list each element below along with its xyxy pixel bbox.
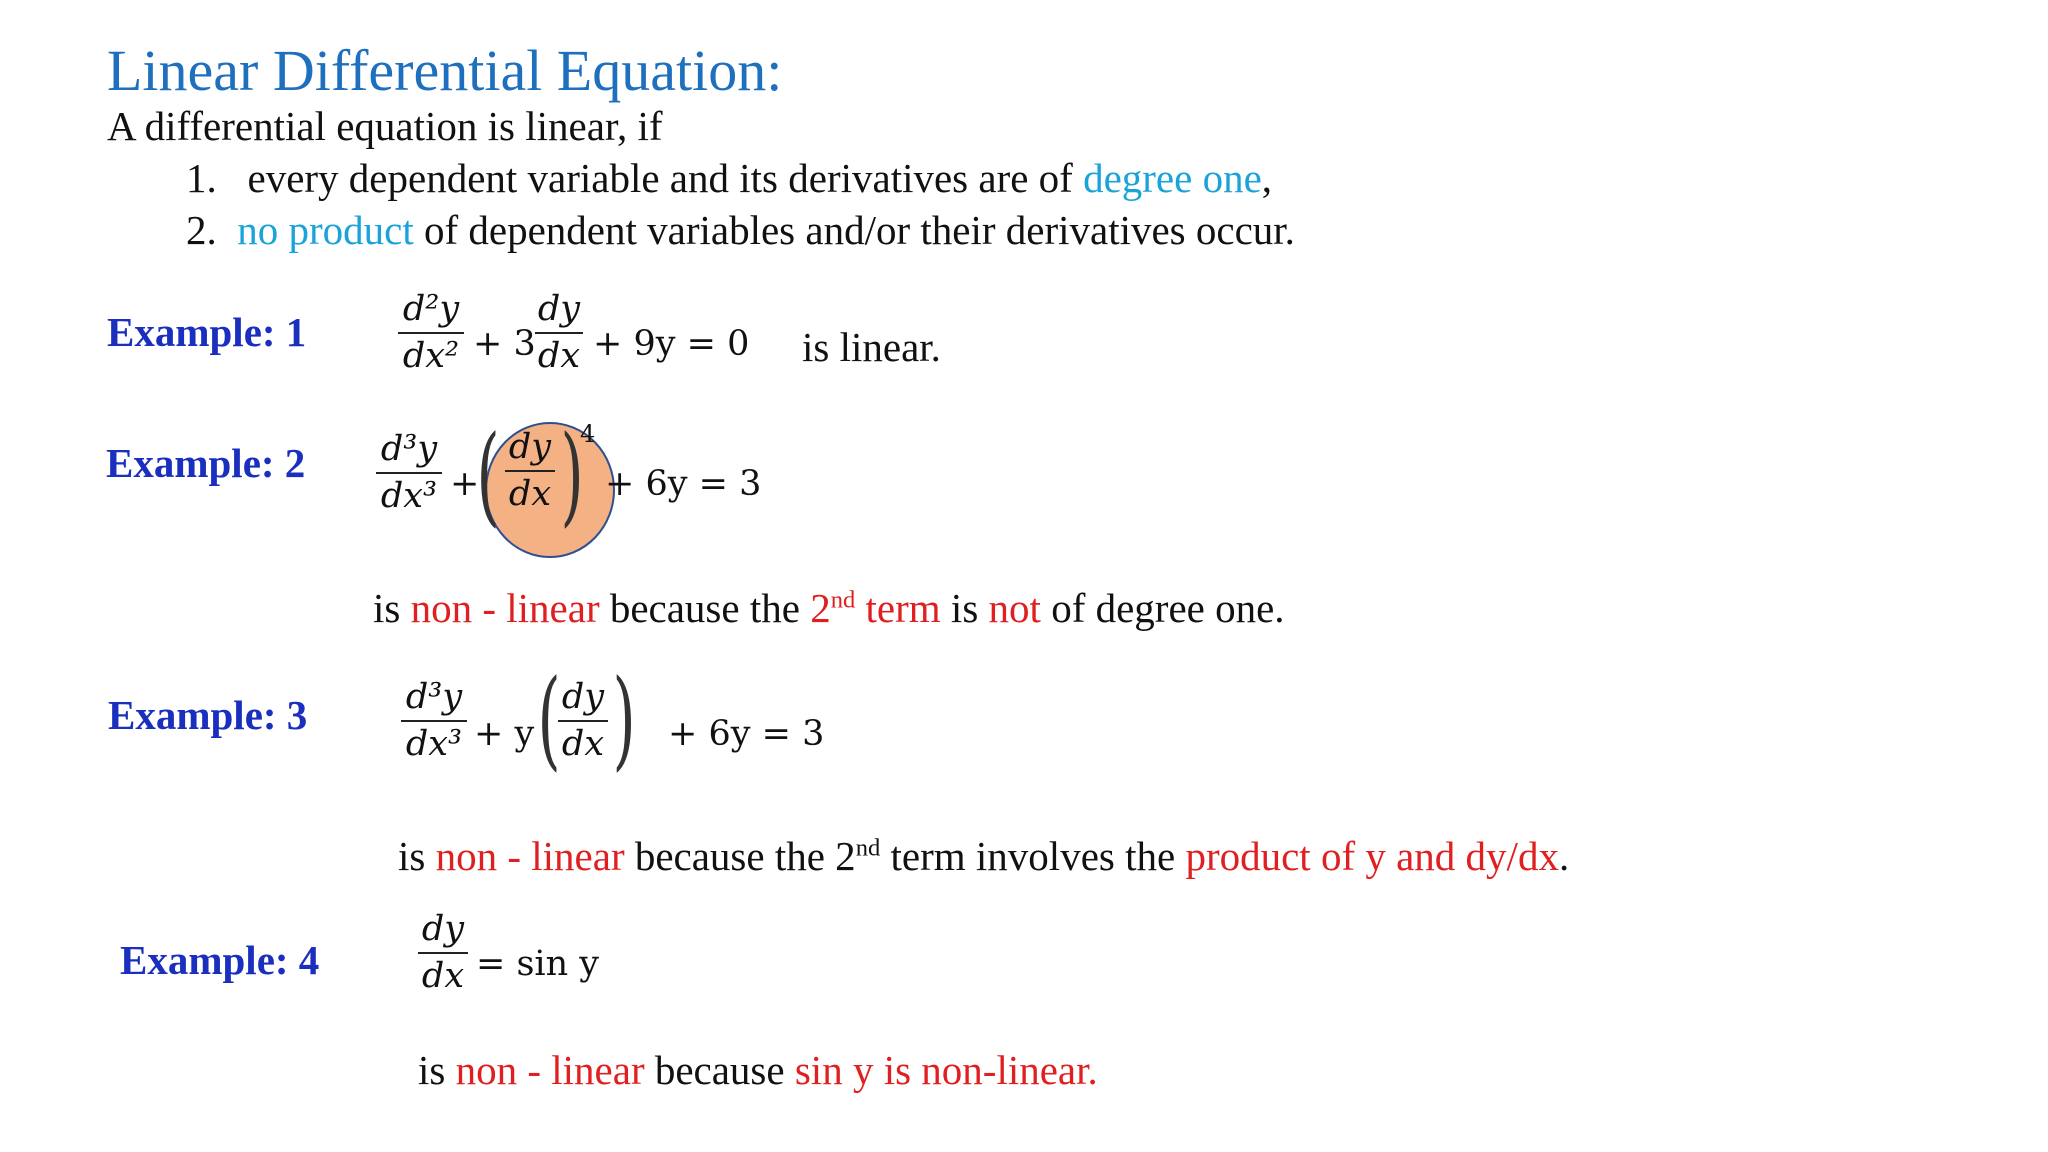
example-1-operator: + 3 — [473, 324, 536, 364]
example-1-label: Example: 1 — [107, 309, 307, 355]
condition-2-text: of dependent variables and/or their derivatives occur. — [413, 207, 1295, 253]
intro-text: A differential equation is linear, if — [107, 103, 663, 149]
example-3-left-paren: ( — [537, 657, 561, 782]
example-1-fraction-1 — [398, 290, 464, 375]
example-2-power: 4 — [580, 420, 596, 448]
condition-2-highlight: no product — [237, 207, 414, 253]
example-4-exp-nonlinear: non - linear — [455, 1047, 645, 1093]
example-2-explanation — [373, 585, 1285, 631]
example-2-fraction-2 — [505, 428, 555, 513]
example-1-numerator-1: d²y — [402, 289, 460, 329]
condition-1-end: , — [1261, 155, 1273, 201]
example-3-explanation — [398, 833, 1570, 879]
example-2-exp-is: is — [373, 585, 411, 631]
example-3-exp-involves: term involves the — [880, 833, 1186, 879]
example-4-denominator: dx — [421, 955, 465, 996]
example-1-numerator-2: dy — [537, 289, 581, 329]
condition-2 — [186, 207, 1295, 253]
example-2-remainder: + 6y = 3 — [605, 464, 762, 504]
example-2-fraction-1 — [376, 430, 442, 515]
example-3-remainder: + 6y = 3 — [668, 714, 825, 754]
example-3-exp-nonlinear: non - linear — [435, 833, 625, 879]
example-2-exp-not: not — [988, 585, 1041, 631]
example-4-numerator: dy — [421, 909, 465, 949]
example-3-exp-period: . — [1558, 833, 1570, 879]
example-3-exp-product: product of y and dy/dx — [1185, 833, 1559, 879]
example-2-exp-because: because the — [599, 585, 811, 631]
example-1-fraction-2 — [535, 290, 583, 375]
condition-1-number: 1. — [186, 155, 217, 201]
example-3-label: Example: 3 — [108, 692, 308, 738]
example-2-exp-suffix: nd — [830, 586, 856, 614]
example-3-fraction-1 — [401, 678, 467, 763]
page-title: Linear Differential Equation: — [107, 38, 783, 103]
example-2-denominator-2: dx — [508, 473, 552, 514]
example-3-exp-because: because the 2 — [624, 833, 856, 879]
example-1-denominator-2: dx — [537, 335, 581, 376]
example-2-left-paren: ( — [476, 413, 500, 538]
example-3-equation — [398, 657, 858, 788]
example-2-denominator-1: dx³ — [380, 475, 438, 516]
example-3-exp-is: is — [398, 833, 436, 879]
example-2-equation — [373, 413, 793, 560]
example-4-exp-is: is — [418, 1047, 456, 1093]
condition-1-highlight: degree one — [1083, 155, 1262, 201]
example-4-label: Example: 4 — [120, 937, 320, 983]
example-3-numerator-1: d³y — [405, 677, 463, 717]
example-2-exp-end: of degree one. — [1040, 585, 1285, 631]
example-2-numerator-2: dy — [508, 427, 552, 467]
condition-1 — [186, 155, 1273, 201]
example-2-operator: + — [450, 464, 480, 504]
example-3-right-paren: ) — [612, 657, 636, 782]
example-4-equation — [418, 910, 678, 1010]
condition-1-text: every dependent variable and its derivatives are of — [247, 155, 1084, 201]
example-4-exp-because: because — [644, 1047, 795, 1093]
example-4-fraction — [418, 910, 468, 995]
example-3-operator: + y — [474, 714, 535, 754]
example-2-right-paren: ) — [560, 413, 584, 538]
example-3-fraction-2 — [558, 678, 608, 763]
example-2-exp-ordinal: 2 — [810, 585, 831, 631]
example-3-exp-suffix: nd — [855, 834, 881, 862]
example-2-label: Example: 2 — [106, 440, 306, 486]
condition-2-number: 2. — [186, 207, 217, 253]
example-1-denominator-1: dx² — [402, 335, 460, 376]
example-4-exp-sin: sin y is non-linear. — [794, 1047, 1098, 1093]
example-1-equation — [395, 290, 775, 390]
example-3-denominator-1: dx³ — [405, 723, 463, 764]
example-1-remainder: + 9y = 0 — [593, 324, 750, 364]
example-3-numerator-2: dy — [561, 677, 605, 717]
example-2-numerator-1: d³y — [380, 429, 438, 469]
example-2-exp-term: term — [855, 585, 941, 631]
example-4-remainder: = sin y — [476, 944, 600, 984]
example-1-verdict: is linear. — [802, 324, 941, 370]
example-3-denominator-2: dx — [561, 723, 605, 764]
example-2-exp-nonlinear: non - linear — [410, 585, 600, 631]
example-4-explanation — [418, 1047, 1098, 1093]
example-2-exp-is-2: is — [940, 585, 989, 631]
